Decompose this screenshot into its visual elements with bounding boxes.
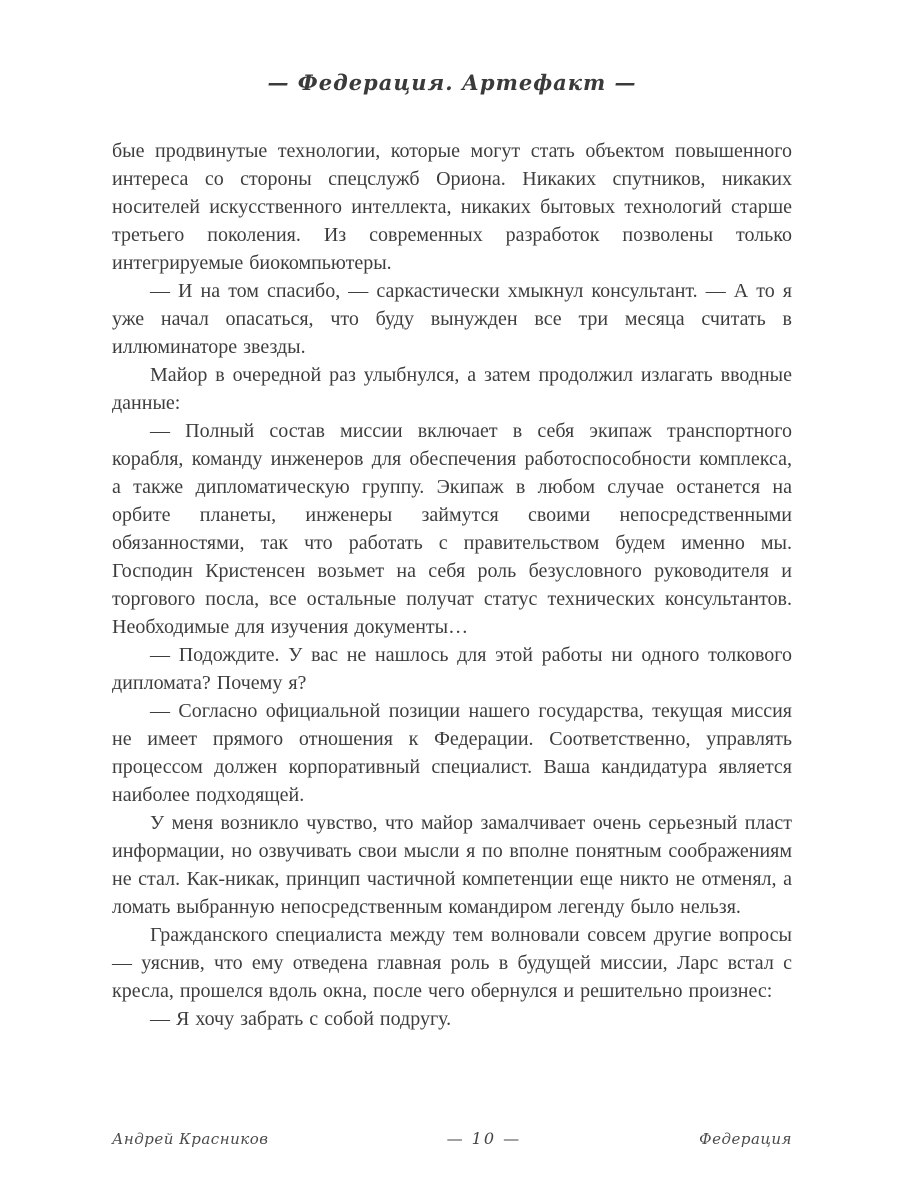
running-head-title: — Федерация. Артефакт — [267, 70, 637, 95]
running-head [112, 70, 792, 95]
paragraph: Майор в очередной раз улыбнулся, а затем продолжил излагать вводные данные: [112, 364, 792, 414]
paragraph: У меня возникло чувство, что майор замалчивает очень серьезный пласт информации, но озвучивать свои мысли я по вполне понятным соображениям не стал. Как-никак, принцип частичной компетенции еще никто не отменял, а ломать выбранную непосредственным командиром легенду было нельзя. [112, 812, 792, 918]
body-text [112, 137, 792, 1033]
page-number: — 10 — [446, 1129, 522, 1148]
paragraph: — Подождите. У вас не нашлось для этой работы ни одного толкового дипломата? Почему я? [112, 644, 792, 694]
footer-series: Федерация [699, 1130, 792, 1148]
paragraph: — Согласно официальной позиции нашего государства, текущая миссия не имеет прямого отношения к Федерации. Соответственно, управлять процессом должен корпоративный специалист. Ваша кандидатура является наиболее подходящей. [112, 700, 792, 806]
page-footer [112, 1129, 792, 1148]
paragraph: бые продвинутые технологии, которые могут стать объектом повышенного интереса со стороны спецслужб Ориона. Никаких спутников, никаких носителей искусственного интеллекта, никаких бытовых технологий старше третьего поколения. Из современных разработок позволены только интегрируемые биокомпьютеры. [112, 140, 792, 274]
paragraph: — Я хочу забрать с собой подругу. [150, 1008, 452, 1030]
paragraph: Гражданского специалиста между тем волновали совсем другие вопросы — уяснив, что ему отведена главная роль в будущей миссии, Ларс встал с кресла, прошелся вдоль окна, после чего обернулся и решительно произнес: [112, 924, 792, 1002]
footer-author: Андрей Красников [112, 1130, 269, 1148]
paragraph: — Полный состав миссии включает в себя экипаж транспортного корабля, команду инженеров для обеспечения работоспособности комплекса, а также дипломатическую группу. Экипаж в любом случае останется на орбите планеты, инженеры займутся своими непосредственными обязанностями, так что работать с правительством будем именно мы. Господин Кристенсен возьмет на себя роль безусловного руководителя и торгового посла, все остальные получат статус технических консультантов. Необходимые для изучения документы… [112, 420, 792, 638]
paragraph: — И на том спасибо, — саркастически хмыкнул консультант. — А то я уже начал опасаться, что буду вынужден все три месяца считать в иллюминаторе звезды. [112, 280, 792, 358]
